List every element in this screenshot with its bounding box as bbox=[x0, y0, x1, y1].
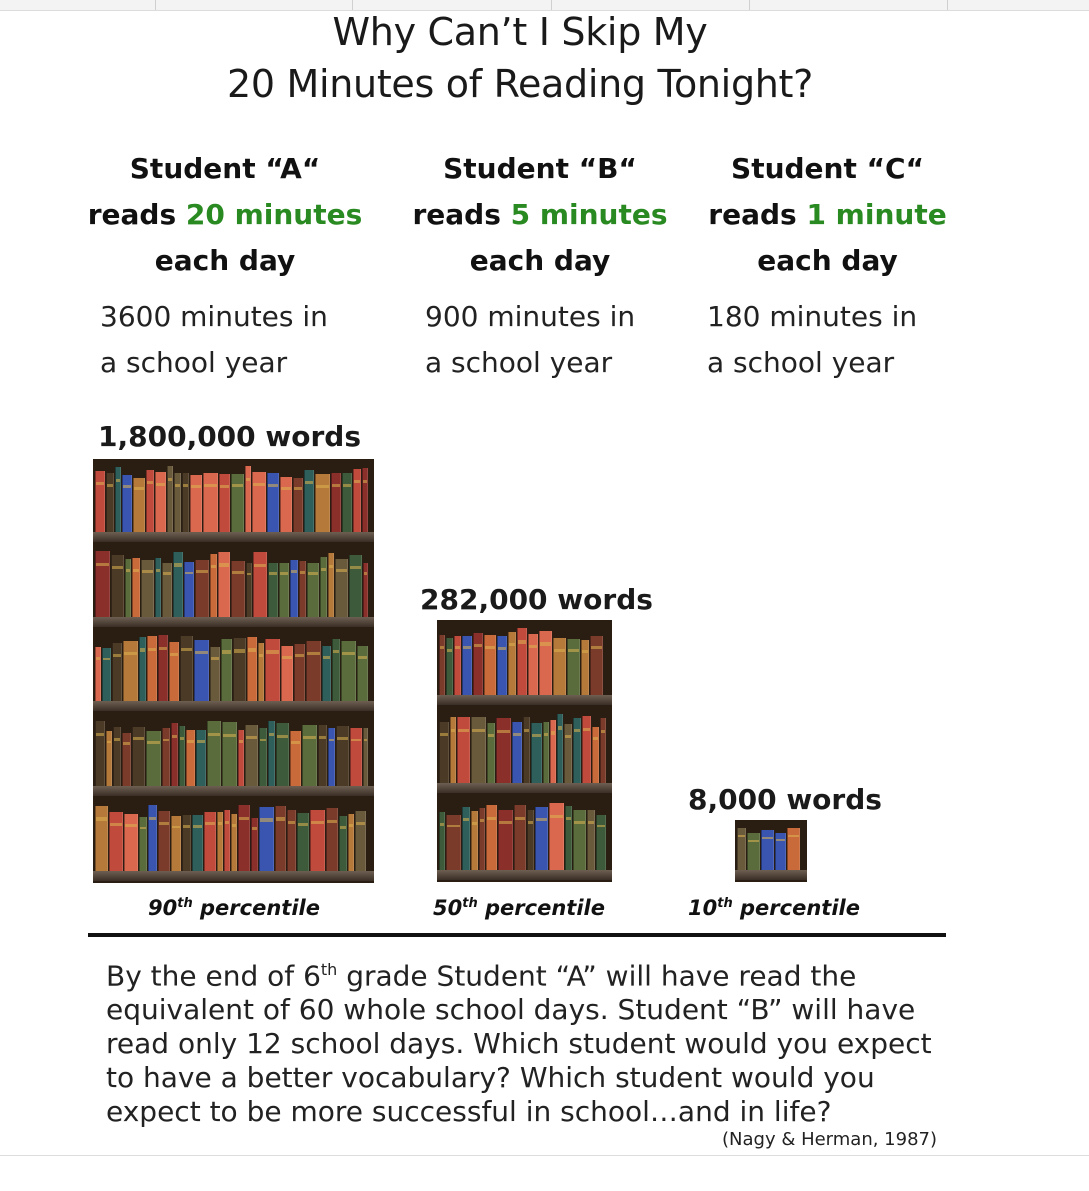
shelf-plank bbox=[437, 783, 612, 793]
book-spine bbox=[517, 628, 527, 695]
book-spine bbox=[302, 725, 317, 786]
book-spine bbox=[342, 473, 352, 532]
book-spine bbox=[221, 639, 232, 701]
book-spine bbox=[207, 721, 221, 786]
student-b-reads bbox=[405, 192, 675, 238]
book-spine bbox=[158, 811, 170, 871]
student-c-reads bbox=[700, 192, 955, 238]
book-spine bbox=[565, 806, 572, 870]
divider-rule bbox=[88, 933, 946, 937]
percentile-suffix: th bbox=[177, 896, 193, 911]
book-spine bbox=[582, 716, 591, 783]
book-spine bbox=[539, 631, 552, 695]
book-spine bbox=[496, 718, 511, 782]
shelf-plank bbox=[93, 701, 374, 711]
page-bottom-border bbox=[0, 1155, 1089, 1156]
book-spine bbox=[479, 808, 485, 870]
book-spine bbox=[523, 717, 530, 783]
book-spine bbox=[259, 807, 274, 871]
book-spine bbox=[457, 717, 470, 783]
book-spine bbox=[184, 562, 194, 617]
book-spine bbox=[462, 636, 472, 696]
book-spine bbox=[487, 723, 495, 783]
conclusion-text-start: By the end of 6 bbox=[106, 959, 321, 993]
book-spine bbox=[203, 473, 218, 532]
book-spine bbox=[182, 815, 191, 871]
student-c-header bbox=[700, 146, 955, 284]
conclusion-superscript: th bbox=[320, 960, 338, 979]
student-a-reads bbox=[80, 192, 370, 238]
book-spine bbox=[287, 810, 296, 871]
shelf-plank bbox=[437, 695, 612, 705]
book-spine bbox=[111, 555, 124, 616]
book-spine bbox=[222, 722, 237, 786]
book-spine bbox=[218, 552, 230, 617]
book-spine bbox=[139, 817, 147, 871]
book-spine bbox=[573, 810, 586, 870]
book-spine bbox=[775, 833, 786, 870]
book-spine bbox=[326, 808, 338, 871]
shelf-plank bbox=[437, 870, 612, 880]
book-spine bbox=[290, 560, 298, 617]
book-spine bbox=[454, 636, 461, 696]
book-spine bbox=[192, 815, 203, 871]
book-spine bbox=[787, 828, 800, 870]
book-spine bbox=[231, 814, 237, 871]
book-spine bbox=[124, 814, 138, 871]
book-spine bbox=[133, 478, 145, 532]
book-spine bbox=[95, 551, 110, 616]
book-spine bbox=[328, 553, 334, 616]
book-spine bbox=[180, 636, 193, 701]
book-spine bbox=[362, 468, 368, 531]
shelf-row bbox=[437, 626, 612, 695]
book-spine bbox=[132, 558, 140, 616]
shelf-row bbox=[93, 719, 374, 786]
bookshelf-image-small bbox=[735, 820, 807, 882]
book-spine bbox=[171, 816, 181, 871]
book-spine bbox=[528, 634, 538, 695]
book-spine bbox=[186, 730, 195, 786]
book-spine bbox=[253, 552, 267, 616]
shelf-row bbox=[437, 713, 612, 782]
book-spine bbox=[252, 472, 266, 531]
book-spine bbox=[299, 561, 306, 616]
book-spine bbox=[304, 470, 314, 532]
book-spine bbox=[167, 466, 173, 531]
percentile-suffix: th bbox=[717, 896, 733, 911]
book-spine bbox=[747, 833, 760, 870]
book-spine bbox=[102, 648, 111, 701]
book-spine bbox=[224, 810, 230, 871]
student-a-name: Student “A“ bbox=[129, 152, 321, 185]
book-spine bbox=[204, 812, 216, 871]
book-spine bbox=[549, 803, 564, 870]
book-spine bbox=[155, 558, 161, 616]
book-spine bbox=[217, 812, 223, 871]
book-spine bbox=[169, 642, 179, 701]
student-a-words: 1,800,000 words bbox=[98, 420, 362, 453]
book-spine bbox=[95, 471, 105, 532]
book-spine bbox=[245, 725, 258, 786]
book-spine bbox=[497, 636, 507, 695]
book-spine bbox=[171, 723, 178, 786]
book-spine bbox=[320, 557, 327, 616]
book-spine bbox=[162, 563, 172, 617]
book-spine bbox=[162, 728, 170, 786]
book-spine bbox=[246, 563, 252, 616]
book-spine bbox=[194, 640, 209, 701]
book-spine bbox=[95, 721, 105, 786]
book-spine bbox=[267, 473, 279, 532]
percentile-label: percentile bbox=[192, 896, 320, 920]
book-spine bbox=[353, 469, 361, 532]
book-spine bbox=[339, 816, 347, 871]
percentile-number: 90 bbox=[148, 896, 178, 920]
book-spine bbox=[439, 722, 449, 783]
book-spine bbox=[95, 647, 101, 701]
book-spine bbox=[335, 559, 348, 616]
book-spine bbox=[294, 644, 305, 701]
book-spine bbox=[280, 477, 292, 532]
student-a-percentile bbox=[148, 896, 320, 920]
shelf-row bbox=[437, 801, 612, 870]
book-spine bbox=[350, 728, 362, 786]
reads-label: reads bbox=[412, 198, 511, 231]
book-spine bbox=[233, 638, 246, 701]
student-a-header bbox=[80, 146, 370, 284]
book-spine bbox=[182, 473, 189, 532]
book-spine bbox=[268, 563, 278, 617]
book-spine bbox=[247, 637, 257, 702]
shelf-plank bbox=[93, 617, 374, 627]
book-spine bbox=[348, 814, 354, 871]
book-spine bbox=[341, 641, 356, 702]
book-spine bbox=[592, 727, 599, 782]
book-spine bbox=[196, 730, 206, 786]
book-spine bbox=[446, 815, 461, 870]
student-c-year-line-2: a school year bbox=[707, 346, 895, 379]
book-spine bbox=[281, 646, 293, 701]
book-spine bbox=[567, 639, 580, 695]
citation: (Nagy & Herman, 1987) bbox=[722, 1129, 938, 1150]
book-spine bbox=[265, 639, 280, 701]
title-line-1: Why Can’t I Skip My bbox=[332, 10, 708, 54]
shelf-plank bbox=[93, 532, 374, 542]
book-spine bbox=[106, 473, 114, 532]
book-spine bbox=[115, 467, 121, 532]
shelf-plank bbox=[93, 871, 374, 881]
book-spine bbox=[596, 815, 606, 870]
student-c-percentile bbox=[688, 896, 860, 920]
book-spine bbox=[581, 640, 589, 695]
book-spine bbox=[761, 830, 774, 870]
book-spine bbox=[550, 720, 556, 782]
book-spine bbox=[245, 466, 251, 531]
reads-label: reads bbox=[87, 198, 186, 231]
book-spine bbox=[276, 723, 289, 786]
book-spine bbox=[322, 646, 331, 701]
student-b-each-day: each day bbox=[469, 244, 611, 277]
book-spine bbox=[293, 478, 303, 532]
book-spine bbox=[132, 727, 145, 786]
shelf-plank bbox=[735, 870, 807, 880]
shelf-plank bbox=[93, 786, 374, 796]
book-spine bbox=[564, 724, 572, 782]
book-spine bbox=[122, 475, 132, 532]
book-spine bbox=[573, 718, 581, 783]
bookshelf-image-large bbox=[93, 459, 374, 883]
book-spine bbox=[318, 725, 327, 786]
book-spine bbox=[141, 560, 154, 617]
book-spine bbox=[174, 473, 181, 532]
book-spine bbox=[210, 647, 220, 701]
book-spine bbox=[231, 561, 245, 616]
student-b-minutes: 5 minutes bbox=[510, 198, 668, 231]
student-a-year-line-1: 3600 minutes in bbox=[100, 300, 328, 333]
student-b-year-line-2: a school year bbox=[425, 346, 613, 379]
student-a-minutes: 20 minutes bbox=[185, 198, 363, 231]
book-spine bbox=[251, 818, 258, 871]
shelf-row bbox=[93, 465, 374, 532]
book-spine bbox=[307, 563, 319, 617]
student-c-name: Student “C“ bbox=[731, 152, 924, 185]
percentile-number: 10 bbox=[688, 896, 718, 920]
book-spine bbox=[557, 714, 563, 783]
book-spine bbox=[498, 810, 513, 870]
book-spine bbox=[600, 718, 606, 782]
book-spine bbox=[363, 563, 368, 617]
book-spine bbox=[471, 811, 478, 870]
book-spine bbox=[446, 638, 453, 695]
conclusion-paragraph bbox=[106, 953, 946, 1129]
percentile-suffix: th bbox=[462, 896, 478, 911]
book-spine bbox=[587, 810, 595, 870]
book-spine bbox=[531, 723, 542, 783]
book-spine bbox=[109, 812, 123, 871]
book-spine bbox=[349, 555, 362, 616]
student-b-year-line-1: 900 minutes in bbox=[425, 300, 636, 333]
book-spine bbox=[439, 635, 445, 695]
book-spine bbox=[195, 560, 209, 617]
book-spine bbox=[268, 721, 275, 786]
book-spine bbox=[238, 805, 250, 871]
book-spine bbox=[471, 717, 486, 783]
book-spine bbox=[258, 643, 264, 701]
shelf-row bbox=[735, 826, 807, 870]
conclusion-text-rest: grade Student “A” will have read the equivalent of 60 whole school days. Student “B” will have read only 12 school days. Which student would you expect to have a better vocabulary? Which student would you expect to be more successful in school…and in life? bbox=[106, 959, 932, 1129]
shelf-row bbox=[93, 804, 374, 871]
book-spine bbox=[332, 639, 340, 702]
book-spine bbox=[315, 474, 330, 531]
book-spine bbox=[279, 563, 289, 617]
student-a-year-line-2: a school year bbox=[100, 346, 288, 379]
student-c-words: 8,000 words bbox=[688, 783, 882, 816]
book-spine bbox=[139, 637, 146, 702]
book-spine bbox=[125, 559, 131, 616]
percentile-label: percentile bbox=[477, 896, 605, 920]
book-spine bbox=[146, 470, 154, 532]
book-spine bbox=[357, 646, 368, 701]
bookshelf-image-medium bbox=[437, 620, 612, 882]
book-spine bbox=[219, 474, 230, 531]
book-spine bbox=[106, 731, 112, 786]
title-line-2: 20 Minutes of Reading Tonight? bbox=[226, 62, 814, 106]
book-spine bbox=[158, 635, 168, 701]
book-spine bbox=[123, 641, 138, 701]
book-spine bbox=[122, 733, 131, 786]
book-spine bbox=[259, 728, 267, 786]
shelf-row bbox=[93, 635, 374, 702]
book-spine bbox=[231, 474, 244, 532]
book-spine bbox=[486, 805, 497, 870]
student-b-header bbox=[405, 146, 675, 284]
book-spine bbox=[508, 632, 516, 696]
book-spine bbox=[450, 717, 456, 783]
student-c-year-line-1: 180 minutes in bbox=[707, 300, 918, 333]
book-spine bbox=[190, 475, 202, 532]
book-spine bbox=[462, 807, 470, 870]
student-b-name: Student “B“ bbox=[443, 152, 637, 185]
book-spine bbox=[173, 552, 183, 617]
book-spine bbox=[590, 636, 603, 696]
percentile-number: 50 bbox=[433, 896, 463, 920]
book-spine bbox=[95, 806, 108, 871]
shelf-row bbox=[93, 550, 374, 617]
book-spine bbox=[336, 726, 349, 786]
book-spine bbox=[310, 810, 325, 871]
book-spine bbox=[146, 731, 161, 786]
book-spine bbox=[331, 473, 341, 532]
book-spine bbox=[363, 728, 368, 786]
percentile-label: percentile bbox=[732, 896, 860, 920]
book-spine bbox=[210, 554, 217, 617]
book-spine bbox=[527, 810, 534, 870]
book-spine bbox=[484, 635, 496, 695]
book-spine bbox=[179, 726, 185, 786]
book-spine bbox=[355, 811, 366, 871]
book-spine bbox=[297, 813, 309, 871]
book-spine bbox=[553, 638, 566, 695]
book-spine bbox=[473, 633, 483, 695]
book-spine bbox=[737, 828, 746, 870]
book-spine bbox=[306, 641, 321, 701]
book-spine bbox=[147, 636, 157, 701]
book-spine bbox=[155, 472, 166, 531]
student-b-percentile bbox=[433, 896, 605, 920]
book-spine bbox=[238, 730, 244, 786]
book-spine bbox=[439, 812, 445, 870]
book-spine bbox=[148, 805, 157, 871]
student-c-each-day: each day bbox=[757, 244, 898, 277]
book-spine bbox=[290, 731, 301, 786]
reads-label: reads bbox=[708, 198, 807, 231]
book-spine bbox=[275, 806, 286, 871]
student-c-minutes: 1 minute bbox=[806, 198, 947, 231]
book-spine bbox=[512, 722, 522, 782]
student-b-words: 282,000 words bbox=[420, 583, 653, 616]
book-spine bbox=[543, 722, 549, 783]
student-a-each-day: each day bbox=[154, 244, 296, 277]
book-spine bbox=[112, 643, 122, 701]
book-spine bbox=[514, 805, 526, 870]
book-spine bbox=[328, 728, 335, 786]
book-spine bbox=[113, 727, 121, 786]
book-spine bbox=[535, 807, 548, 870]
